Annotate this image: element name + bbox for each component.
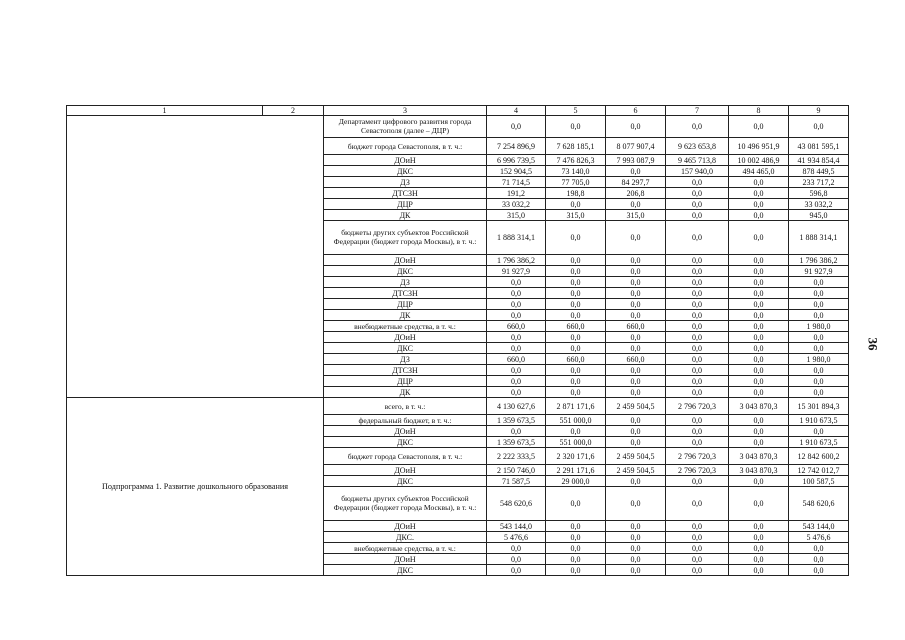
row-label: ДОиН <box>324 554 487 565</box>
row-label: ДЦР <box>324 199 487 210</box>
value-cell: 152 904,5 <box>487 166 546 177</box>
value-cell: 0,0 <box>666 299 729 310</box>
value-cell: 0,0 <box>546 554 606 565</box>
value-cell: 0,0 <box>487 554 546 565</box>
value-cell: 0,0 <box>666 116 729 138</box>
value-cell: 0,0 <box>666 554 729 565</box>
value-cell: 2 871 171,6 <box>546 398 606 415</box>
value-cell: 0,0 <box>789 554 849 565</box>
row-label: федеральный бюджет, в т. ч.: <box>324 415 487 426</box>
row-label: ДЦР <box>324 376 487 387</box>
value-cell: 660,0 <box>546 354 606 365</box>
value-cell: 9 623 653,8 <box>666 138 729 155</box>
value-cell: 10 002 486,9 <box>729 155 789 166</box>
value-cell: 0,0 <box>729 210 789 221</box>
value-cell: 7 476 826,3 <box>546 155 606 166</box>
column-header: 4 <box>487 106 546 116</box>
row-label: ДКС <box>324 565 487 576</box>
value-cell: 0,0 <box>666 487 729 521</box>
value-cell: 0,0 <box>606 221 666 255</box>
value-cell: 0,0 <box>606 554 666 565</box>
value-cell: 0,0 <box>729 177 789 188</box>
value-cell: 233 717,2 <box>789 177 849 188</box>
value-cell: 71 714,5 <box>487 177 546 188</box>
value-cell: 2 291 171,6 <box>546 465 606 476</box>
value-cell: 0,0 <box>729 310 789 321</box>
value-cell: 0,0 <box>789 426 849 437</box>
value-cell: 945,0 <box>789 210 849 221</box>
row-label: ДК <box>324 387 487 398</box>
value-cell: 0,0 <box>487 277 546 288</box>
row-label: бюджеты других субъектов Российской Федерации (бюджет города Москвы), в т. ч.: <box>324 221 487 255</box>
value-cell: 596,8 <box>789 188 849 199</box>
value-cell: 0,0 <box>606 532 666 543</box>
value-cell: 0,0 <box>729 426 789 437</box>
value-cell: 0,0 <box>729 565 789 576</box>
value-cell: 0,0 <box>729 437 789 448</box>
value-cell: 0,0 <box>487 543 546 554</box>
row-label: ДК <box>324 310 487 321</box>
value-cell: 41 934 854,4 <box>789 155 849 166</box>
value-cell: 0,0 <box>487 426 546 437</box>
value-cell: 0,0 <box>546 487 606 521</box>
value-cell: 0,0 <box>666 426 729 437</box>
value-cell: 1 359 673,5 <box>487 437 546 448</box>
value-cell: 2 796 720,3 <box>666 448 729 465</box>
value-cell: 4 130 627,6 <box>487 398 546 415</box>
table-row <box>67 398 849 415</box>
value-cell: 0,0 <box>546 299 606 310</box>
value-cell: 0,0 <box>789 277 849 288</box>
value-cell: 0,0 <box>546 116 606 138</box>
value-cell: 0,0 <box>729 415 789 426</box>
value-cell: 2 150 746,0 <box>487 465 546 476</box>
value-cell: 0,0 <box>729 321 789 332</box>
value-cell: 0,0 <box>666 343 729 354</box>
value-cell: 0,0 <box>729 354 789 365</box>
row-label: внебюджетные средства, в т. ч.: <box>324 543 487 554</box>
value-cell: 0,0 <box>666 221 729 255</box>
value-cell: 0,0 <box>606 476 666 487</box>
value-cell: 0,0 <box>666 521 729 532</box>
value-cell: 0,0 <box>729 532 789 543</box>
value-cell: 0,0 <box>546 221 606 255</box>
value-cell: 1 980,0 <box>789 321 849 332</box>
value-cell: 2 459 504,5 <box>606 448 666 465</box>
row-label: бюджет города Севастополя, в т. ч.: <box>324 138 487 155</box>
value-cell: 0,0 <box>729 554 789 565</box>
value-cell: 1 980,0 <box>789 354 849 365</box>
value-cell: 0,0 <box>729 487 789 521</box>
row-label: ДЗ <box>324 354 487 365</box>
value-cell: 0,0 <box>789 116 849 138</box>
value-cell: 5 476,6 <box>789 532 849 543</box>
value-cell: 1 888 314,1 <box>789 221 849 255</box>
value-cell: 0,0 <box>546 255 606 266</box>
value-cell: 0,0 <box>666 266 729 277</box>
row-label: ДКС <box>324 266 487 277</box>
value-cell: 29 000,0 <box>546 476 606 487</box>
value-cell: 0,0 <box>666 255 729 266</box>
value-cell: 878 449,5 <box>789 166 849 177</box>
value-cell: 0,0 <box>729 476 789 487</box>
value-cell: 91 927,9 <box>789 266 849 277</box>
value-cell: 0,0 <box>606 288 666 299</box>
value-cell: 0,0 <box>606 365 666 376</box>
value-cell: 551 000,0 <box>546 415 606 426</box>
value-cell: 43 081 595,1 <box>789 138 849 155</box>
value-cell: 0,0 <box>789 310 849 321</box>
value-cell: 0,0 <box>729 266 789 277</box>
value-cell: 1 796 386,2 <box>789 255 849 266</box>
value-cell: 660,0 <box>606 354 666 365</box>
value-cell: 0,0 <box>729 387 789 398</box>
value-cell: 0,0 <box>606 266 666 277</box>
column-header: 6 <box>606 106 666 116</box>
value-cell: 1 796 386,2 <box>487 255 546 266</box>
value-cell: 0,0 <box>487 376 546 387</box>
row-label: ДЗ <box>324 277 487 288</box>
value-cell: 0,0 <box>729 521 789 532</box>
value-cell: 0,0 <box>666 476 729 487</box>
value-cell: 0,0 <box>729 277 789 288</box>
row-label: ДОиН <box>324 426 487 437</box>
row-label: ДТСЗН <box>324 288 487 299</box>
value-cell: 660,0 <box>546 321 606 332</box>
value-cell: 2 459 504,5 <box>606 398 666 415</box>
row-label: всего, в т. ч.: <box>324 398 487 415</box>
value-cell: 0,0 <box>729 376 789 387</box>
value-cell: 0,0 <box>789 543 849 554</box>
value-cell: 2 796 720,3 <box>666 465 729 476</box>
value-cell: 0,0 <box>546 310 606 321</box>
table-row <box>67 116 849 138</box>
value-cell: 157 940,0 <box>666 166 729 177</box>
value-cell: 0,0 <box>666 354 729 365</box>
value-cell: 0,0 <box>546 343 606 354</box>
value-cell: 12 842 600,2 <box>789 448 849 465</box>
row-label: бюджеты других субъектов Российской Федерации (бюджет города Москвы), в т. ч.: <box>324 487 487 521</box>
value-cell: 0,0 <box>546 332 606 343</box>
value-cell: 0,0 <box>666 332 729 343</box>
value-cell: 0,0 <box>729 188 789 199</box>
value-cell: 0,0 <box>487 365 546 376</box>
value-cell: 0,0 <box>487 116 546 138</box>
value-cell: 0,0 <box>487 299 546 310</box>
value-cell: 660,0 <box>487 321 546 332</box>
value-cell: 0,0 <box>666 310 729 321</box>
value-cell: 660,0 <box>606 321 666 332</box>
value-cell: 0,0 <box>729 255 789 266</box>
value-cell: 0,0 <box>666 365 729 376</box>
value-cell: 73 140,0 <box>546 166 606 177</box>
value-cell: 0,0 <box>729 199 789 210</box>
column-header: 2 <box>263 106 324 116</box>
value-cell: 0,0 <box>546 521 606 532</box>
value-cell: 7 628 185,1 <box>546 138 606 155</box>
value-cell: 0,0 <box>546 565 606 576</box>
value-cell: 206,8 <box>606 188 666 199</box>
value-cell: 0,0 <box>666 177 729 188</box>
value-cell: 0,0 <box>789 343 849 354</box>
value-cell: 0,0 <box>666 376 729 387</box>
value-cell: 660,0 <box>487 354 546 365</box>
value-cell: 0,0 <box>606 543 666 554</box>
row-label: ДТСЗН <box>324 365 487 376</box>
row-label: ДКС <box>324 166 487 177</box>
row-label: ДОиН <box>324 332 487 343</box>
value-cell: 1 910 673,5 <box>789 437 849 448</box>
value-cell: 0,0 <box>729 221 789 255</box>
column-header: 9 <box>789 106 849 116</box>
header-row <box>67 106 849 116</box>
value-cell: 0,0 <box>606 521 666 532</box>
value-cell: 0,0 <box>546 426 606 437</box>
value-cell: 71 587,5 <box>487 476 546 487</box>
column-header: 8 <box>729 106 789 116</box>
value-cell: 0,0 <box>546 365 606 376</box>
value-cell: 0,0 <box>546 543 606 554</box>
value-cell: 5 476,6 <box>487 532 546 543</box>
value-cell: 0,0 <box>666 210 729 221</box>
value-cell: 0,0 <box>666 565 729 576</box>
value-cell: 0,0 <box>729 543 789 554</box>
value-cell: 0,0 <box>789 387 849 398</box>
value-cell: 2 796 720,3 <box>666 398 729 415</box>
value-cell: 0,0 <box>606 426 666 437</box>
value-cell: 0,0 <box>606 310 666 321</box>
value-cell: 0,0 <box>606 299 666 310</box>
column-header: 7 <box>666 106 729 116</box>
value-cell: 0,0 <box>606 487 666 521</box>
row-label: ДКС <box>324 343 487 354</box>
value-cell: 8 077 907,4 <box>606 138 666 155</box>
value-cell: 0,0 <box>606 387 666 398</box>
section-title <box>67 116 324 398</box>
value-cell: 9 465 713,8 <box>666 155 729 166</box>
value-cell: 6 996 739,5 <box>487 155 546 166</box>
value-cell: 1 359 673,5 <box>487 415 546 426</box>
value-cell: 0,0 <box>606 166 666 177</box>
value-cell: 0,0 <box>729 343 789 354</box>
value-cell: 0,0 <box>666 188 729 199</box>
row-label: ДТСЗН <box>324 188 487 199</box>
row-label: ДКС. <box>324 532 487 543</box>
value-cell: 0,0 <box>487 332 546 343</box>
value-cell: 0,0 <box>606 415 666 426</box>
value-cell: 0,0 <box>666 543 729 554</box>
value-cell: 10 496 951,9 <box>729 138 789 155</box>
value-cell: 0,0 <box>729 299 789 310</box>
row-label: ДЗ <box>324 177 487 188</box>
row-label: ДОиН <box>324 255 487 266</box>
value-cell: 0,0 <box>729 116 789 138</box>
value-cell: 7 254 896,9 <box>487 138 546 155</box>
value-cell: 0,0 <box>546 266 606 277</box>
value-cell: 0,0 <box>487 387 546 398</box>
value-cell: 2 320 171,6 <box>546 448 606 465</box>
budget-table <box>66 105 849 576</box>
value-cell: 0,0 <box>729 365 789 376</box>
value-cell: 0,0 <box>606 376 666 387</box>
value-cell: 0,0 <box>606 255 666 266</box>
column-header: 3 <box>324 106 487 116</box>
value-cell: 7 993 087,9 <box>606 155 666 166</box>
value-cell: 3 043 870,3 <box>729 448 789 465</box>
value-cell: 0,0 <box>546 288 606 299</box>
value-cell: 2 459 504,5 <box>606 465 666 476</box>
value-cell: 100 587,5 <box>789 476 849 487</box>
value-cell: 0,0 <box>729 288 789 299</box>
value-cell: 0,0 <box>487 310 546 321</box>
value-cell: 0,0 <box>666 288 729 299</box>
row-label: ДОиН <box>324 521 487 532</box>
value-cell: 0,0 <box>487 343 546 354</box>
value-cell: 1 888 314,1 <box>487 221 546 255</box>
row-label: ДОиН <box>324 155 487 166</box>
value-cell: 0,0 <box>546 387 606 398</box>
value-cell: 0,0 <box>666 321 729 332</box>
row-label: ДК <box>324 210 487 221</box>
value-cell: 0,0 <box>789 376 849 387</box>
value-cell: 0,0 <box>666 437 729 448</box>
value-cell: 0,0 <box>606 332 666 343</box>
value-cell: 198,8 <box>546 188 606 199</box>
value-cell: 0,0 <box>666 387 729 398</box>
value-cell: 0,0 <box>789 365 849 376</box>
value-cell: 12 742 012,7 <box>789 465 849 476</box>
value-cell: 315,0 <box>487 210 546 221</box>
value-cell: 0,0 <box>789 288 849 299</box>
row-label: ДЦР <box>324 299 487 310</box>
value-cell: 33 032,2 <box>487 199 546 210</box>
value-cell: 0,0 <box>487 288 546 299</box>
row-label: Департамент цифрового развития города Севастополя (далее – ДЦР) <box>324 116 487 138</box>
value-cell: 15 301 894,3 <box>789 398 849 415</box>
section-title: Подпрограмма 1. Развитие дошкольного образования <box>67 398 324 576</box>
value-cell: 0,0 <box>546 277 606 288</box>
value-cell: 191,2 <box>487 188 546 199</box>
row-label: ДКС <box>324 437 487 448</box>
value-cell: 0,0 <box>789 299 849 310</box>
value-cell: 0,0 <box>487 565 546 576</box>
value-cell: 84 297,7 <box>606 177 666 188</box>
value-cell: 543 144,0 <box>789 521 849 532</box>
value-cell: 548 620,6 <box>487 487 546 521</box>
value-cell: 0,0 <box>666 415 729 426</box>
value-cell: 0,0 <box>546 199 606 210</box>
value-cell: 0,0 <box>789 332 849 343</box>
value-cell: 0,0 <box>789 565 849 576</box>
value-cell: 0,0 <box>606 277 666 288</box>
value-cell: 91 927,9 <box>487 266 546 277</box>
value-cell: 3 043 870,3 <box>729 465 789 476</box>
value-cell: 0,0 <box>546 376 606 387</box>
value-cell: 0,0 <box>546 532 606 543</box>
value-cell: 0,0 <box>729 332 789 343</box>
table-body <box>67 106 849 576</box>
row-label: ДОиН <box>324 465 487 476</box>
value-cell: 551 000,0 <box>546 437 606 448</box>
value-cell: 315,0 <box>606 210 666 221</box>
page-number: 36 <box>865 337 881 351</box>
value-cell: 0,0 <box>606 565 666 576</box>
column-header: 1 <box>67 106 263 116</box>
value-cell: 0,0 <box>606 343 666 354</box>
value-cell: 0,0 <box>606 116 666 138</box>
value-cell: 548 620,6 <box>789 487 849 521</box>
value-cell: 0,0 <box>666 199 729 210</box>
value-cell: 0,0 <box>666 532 729 543</box>
row-label: внебюджетные средства, в т. ч.: <box>324 321 487 332</box>
value-cell: 1 910 673,5 <box>789 415 849 426</box>
value-cell: 543 144,0 <box>487 521 546 532</box>
value-cell: 77 705,0 <box>546 177 606 188</box>
value-cell: 315,0 <box>546 210 606 221</box>
value-cell: 0,0 <box>606 437 666 448</box>
value-cell: 3 043 870,3 <box>729 398 789 415</box>
row-label: бюджет города Севастополя, в т. ч.: <box>324 448 487 465</box>
column-header: 5 <box>546 106 606 116</box>
value-cell: 494 465,0 <box>729 166 789 177</box>
value-cell: 0,0 <box>666 277 729 288</box>
value-cell: 0,0 <box>606 199 666 210</box>
value-cell: 2 222 333,5 <box>487 448 546 465</box>
value-cell: 33 032,2 <box>789 199 849 210</box>
row-label: ДКС <box>324 476 487 487</box>
